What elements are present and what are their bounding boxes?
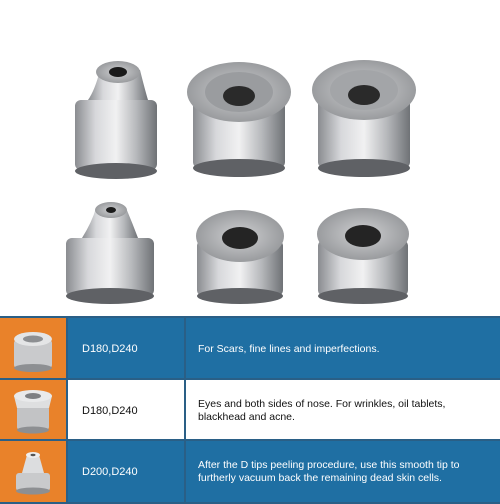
table-row bbox=[0, 439, 500, 504]
tip-codes: D180,D240 bbox=[68, 318, 186, 380]
small-diamond-tip-icon bbox=[0, 441, 68, 502]
medium-diamond-tip-icon bbox=[0, 380, 68, 441]
tip-description: After the D tips peeling procedure, use this smooth tip to furtherly vacuum back the remaining dead skin cells. bbox=[198, 458, 460, 484]
table-row bbox=[0, 378, 500, 441]
tip-description: For Scars, fine lines and imperfections. bbox=[198, 342, 380, 355]
small-nozzle-tip-2 bbox=[66, 202, 154, 304]
medium-cup-tip-2 bbox=[317, 208, 409, 304]
tip-codes: D200,D240 bbox=[68, 441, 186, 502]
tip-usage-table bbox=[0, 316, 500, 500]
tip-codes: D180,D240 bbox=[68, 380, 186, 441]
medium-cup-tip-1 bbox=[196, 210, 284, 304]
table-row bbox=[0, 316, 500, 380]
tip-description: Eyes and both sides of nose. For wrinkles, oil tablets, blackhead and acne. bbox=[198, 397, 446, 423]
wide-diamond-tip-icon bbox=[0, 318, 68, 380]
small-nozzle-tip-1 bbox=[75, 61, 157, 179]
large-cup-tip-2 bbox=[312, 60, 416, 177]
large-cup-tip-1 bbox=[187, 62, 291, 177]
